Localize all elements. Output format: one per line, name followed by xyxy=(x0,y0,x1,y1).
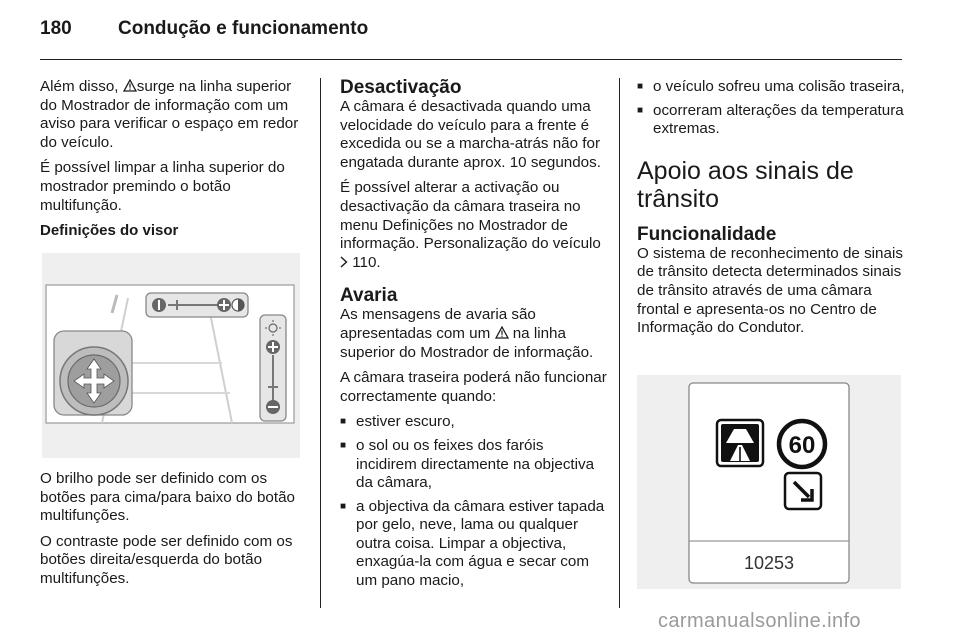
paragraph: É possível limpar a linha superior do mostrador premindo o botão multifunção. xyxy=(40,159,285,214)
column-1-lower xyxy=(40,470,308,596)
list-item: ■ estiver escuro, xyxy=(340,413,608,432)
subsection-heading: Funcionalidade xyxy=(637,223,777,245)
text: Além disso, xyxy=(40,78,123,95)
paragraph xyxy=(40,78,308,152)
header-rule xyxy=(40,59,902,60)
paragraph xyxy=(340,306,608,362)
section-heading: Apoio aos sinais de trânsito xyxy=(637,156,854,213)
page-reference-arrow-icon xyxy=(340,256,348,268)
odometer-value: 10253 xyxy=(743,553,795,573)
page-header xyxy=(40,18,920,48)
section-heading: Avaria xyxy=(340,285,398,307)
column-divider-1 xyxy=(320,78,321,608)
list-item: ■ o sol ou os feixes dos faróis incidirem directamente na objectiva da câmara, xyxy=(340,437,608,493)
text: na linha superior do Mostrador de informação. xyxy=(340,324,594,361)
text: É possível alterar a activação ou desactivação da câmara traseira no menu Definições no Mostrador de informação. Personalização do veículo xyxy=(340,179,601,253)
watermark: carmanualsonline.info xyxy=(658,610,861,632)
section-heading: Desactivação xyxy=(340,77,462,98)
warning-triangle-icon xyxy=(495,326,509,339)
paragraph: A câmara traseira poderá não funcionar correctamente quando: xyxy=(340,369,607,405)
list-item: ■ ocorreram alterações da temperatura extremas. xyxy=(637,102,907,139)
column-divider-2 xyxy=(619,78,620,608)
list-item: ■ o veículo sofreu uma colisão traseira, xyxy=(637,78,907,97)
bullet-list xyxy=(637,78,907,139)
display-settings-figure xyxy=(42,253,300,458)
page-title: Condução e funcionamento xyxy=(118,18,369,39)
text: 110. xyxy=(348,253,381,271)
page-number: 180 xyxy=(40,18,72,39)
text: surge na linha superior do Mostrador de informação com um aviso para verificar o espaço em redor do veículo. xyxy=(40,78,299,151)
bullet-list xyxy=(340,413,608,590)
text: As mensagens de avaria são apresentadas com um xyxy=(340,306,536,342)
traffic-sign-display-figure xyxy=(637,375,901,589)
paragraph: O contraste pode ser definido com os botões direita/esquerda do botão multifunções. xyxy=(40,532,293,587)
subheading: Definições do visor xyxy=(40,222,179,240)
paragraph xyxy=(340,179,608,272)
column-1 xyxy=(40,78,308,248)
list-item: ■ a objectiva da câmara estiver tapada por gelo, neve, lama ou qualquer outra coisa. Limpar a objectiva, enxagúa-la com água e secar com um pano macio, xyxy=(340,498,608,591)
column-2 xyxy=(340,78,608,597)
paragraph: O brilho pode ser definido com os botões para cima/para baixo do botão multifunções. xyxy=(40,470,295,525)
paragraph: A câmara é desactivada quando uma velocidade do veículo para a frente é excedida ou se a marcha-atrás não for engatada durante aprox. 10 segundos. xyxy=(340,98,601,171)
speed-limit-value: 60 xyxy=(788,432,816,459)
paragraph: O sistema de reconhecimento de sinais de trânsito detecta determinados sinais de trânsito através de uma câmara frontal e apresenta-os no Centro de Informação do Condutor. xyxy=(637,244,903,337)
warning-triangle-icon xyxy=(123,79,137,92)
column-3 xyxy=(637,78,907,345)
